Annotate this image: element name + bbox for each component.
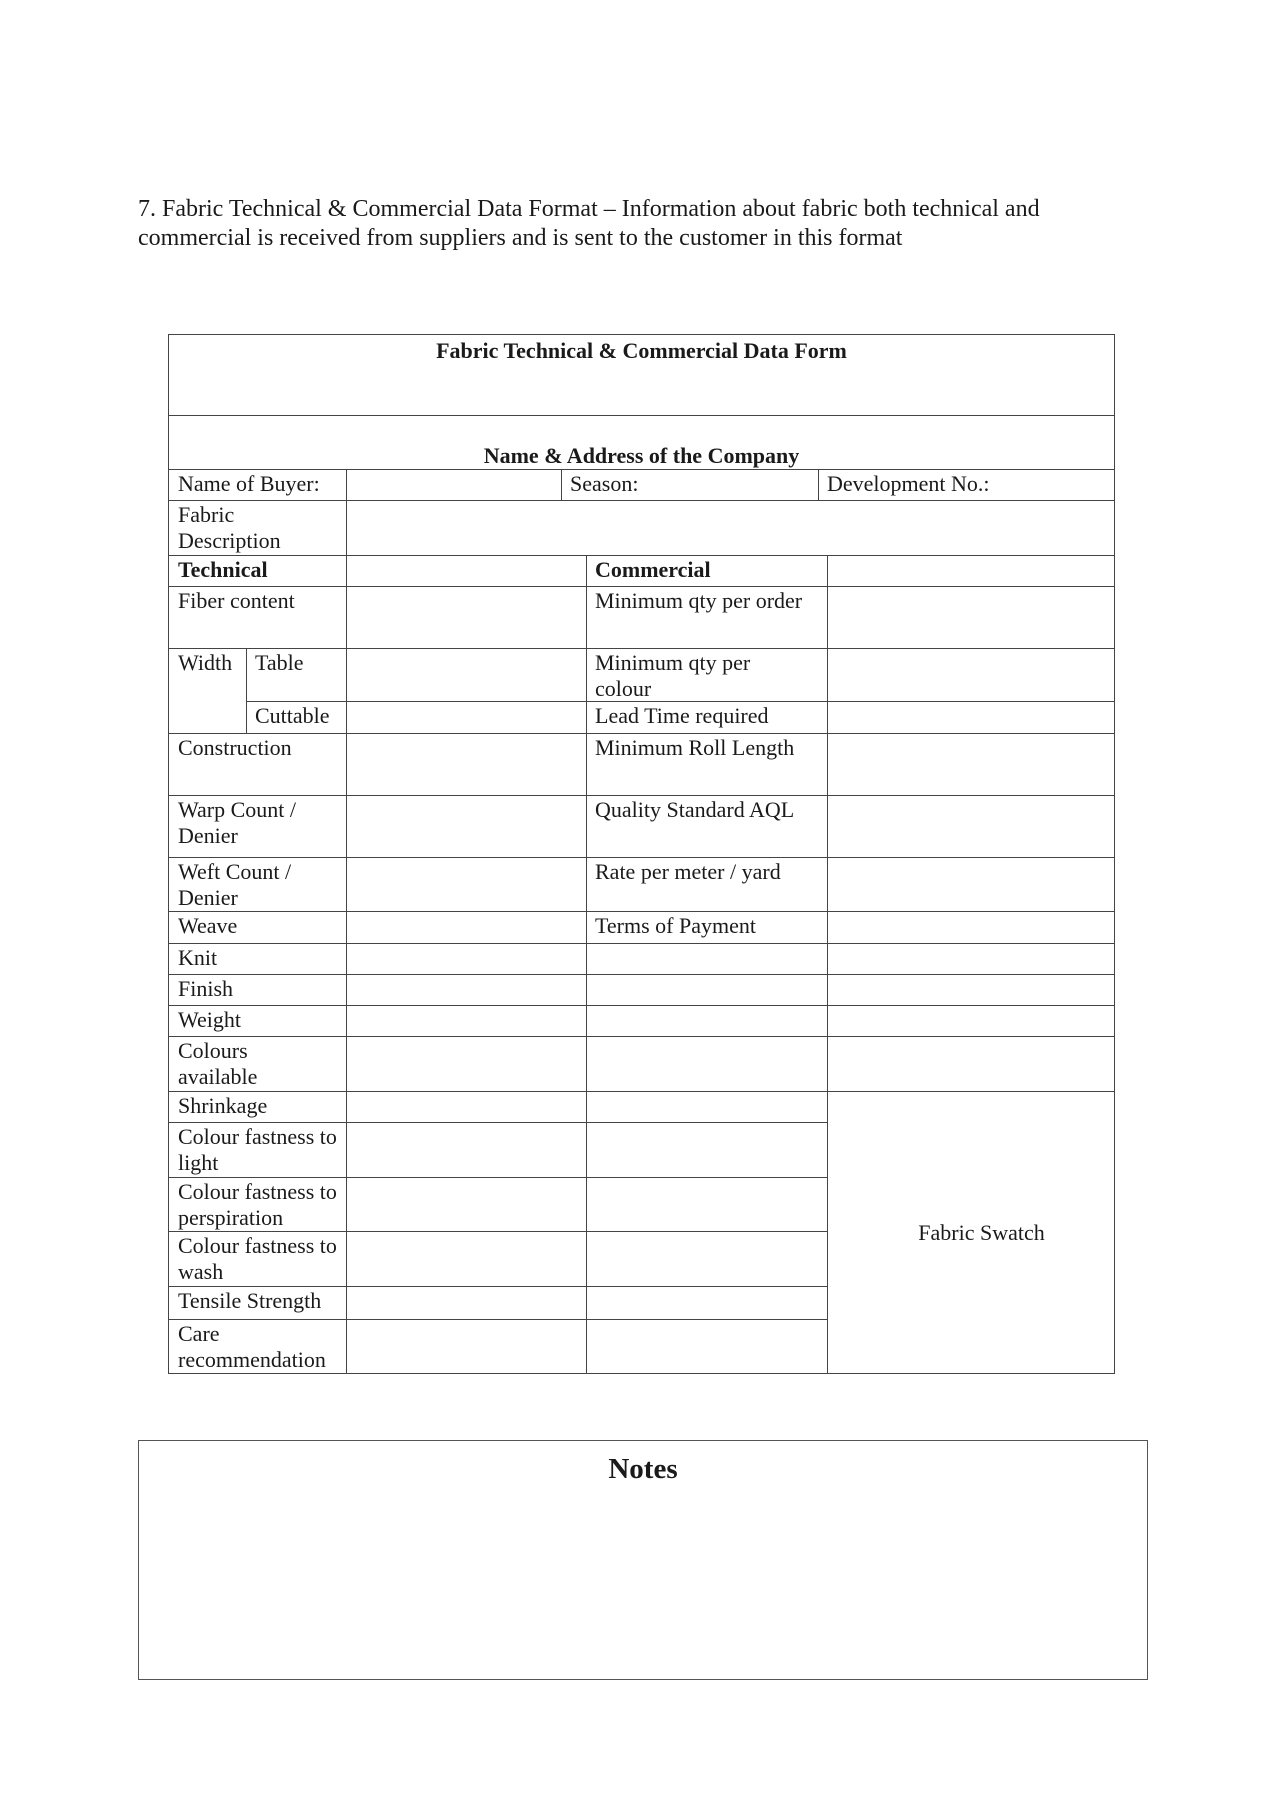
notes-box [138, 1440, 1148, 1680]
intro-line-2: commercial is received from suppliers and is sent to the customer in this format [138, 225, 903, 251]
comm-terms-payment: Terms of Payment [595, 913, 756, 938]
form-title: Fabric Technical & Commercial Data Form [436, 338, 847, 363]
notes-title: Notes [608, 1453, 678, 1485]
tech-colour-fastness-wash: Colour fastness to wash [178, 1233, 337, 1284]
development-label: Development No.: [827, 471, 990, 496]
tech-width: Width [178, 650, 233, 675]
tech-weft-count: Weft Count / Denier [178, 859, 292, 910]
tech-weight: Weight [178, 1007, 241, 1032]
commercial-heading: Commercial [595, 557, 711, 582]
tech-construction: Construction [178, 735, 292, 760]
tech-care-recommendation: Care recommendation [178, 1321, 326, 1372]
tech-colour-fastness-perspiration: Colour fastness to perspiration [178, 1179, 337, 1230]
tech-warp-count: Warp Count / Denier [178, 797, 296, 848]
comm-min-roll-length: Minimum Roll Length [595, 735, 795, 760]
tech-fiber-content: Fiber content [178, 588, 295, 613]
tech-width-cuttable: Cuttable [255, 703, 330, 728]
intro-line-1: 7. Fabric Technical & Commercial Data Format – Information about fabric both technical and [138, 196, 1040, 222]
comm-rate: Rate per meter / yard [595, 859, 781, 884]
tech-knit: Knit [178, 945, 218, 970]
intro-paragraph [138, 195, 1138, 253]
fabric-data-form [168, 334, 1115, 1374]
tech-width-table: Table [255, 650, 304, 675]
tech-finish: Finish [178, 976, 234, 1001]
buyer-label: Name of Buyer: [178, 471, 320, 496]
tech-colours-available: Colours available [178, 1038, 258, 1089]
comm-min-qty-order: Minimum qty per order [595, 588, 803, 613]
tech-colour-fastness-light: Colour fastness to light [178, 1124, 337, 1175]
tech-weave: Weave [178, 913, 238, 938]
comm-min-qty-colour: Minimum qty per colour [595, 650, 751, 701]
tech-tensile-strength: Tensile Strength [178, 1288, 322, 1313]
technical-heading: Technical [178, 557, 268, 582]
rule [169, 500, 1114, 501]
tech-shrinkage: Shrinkage [178, 1093, 268, 1118]
fabric-description-label: Fabric Description [178, 502, 281, 553]
fabric-swatch-label: Fabric Swatch [918, 1220, 1045, 1245]
season-label: Season: [570, 471, 639, 496]
rule [169, 415, 1114, 416]
rule [346, 500, 347, 1374]
company-heading: Name & Address of the Company [483, 443, 800, 468]
rule [169, 1036, 1114, 1037]
comm-lead-time: Lead Time required [595, 703, 769, 728]
comm-quality-standard: Quality Standard AQL [595, 797, 795, 822]
rule [827, 555, 828, 1374]
rule [346, 469, 347, 500]
